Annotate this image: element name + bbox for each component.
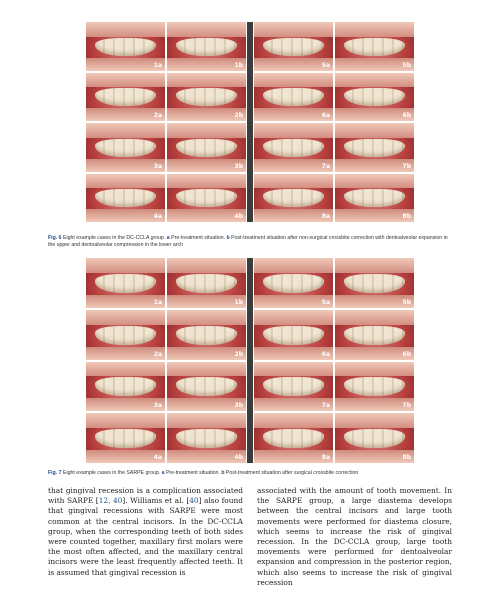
- body-column-right: [257, 486, 452, 588]
- figure-6-intraoral-photo: [335, 22, 414, 71]
- panel-label: 6a: [321, 112, 330, 119]
- figure-6-caption-a: a: [166, 235, 170, 241]
- figure-7-caption: [48, 470, 452, 477]
- figure-6-intraoral-photo: [254, 174, 333, 223]
- figure-7-caption-b: b: [221, 470, 225, 476]
- figure-7-caption-text: Eight example cases in the SARPE group.: [61, 470, 162, 476]
- teeth: [344, 377, 404, 396]
- teeth: [95, 139, 155, 157]
- panel-label: 8a: [321, 454, 330, 461]
- teeth: [344, 38, 404, 56]
- body-text: ] also found that gingival recessions with SARPE were most common at the central incisors. In the DC-CCLA group, when the corresponding teeth of both sides were counted together, maxillary first molars were the most often affected, and the maxillary central incisors were the least frequently affected teeth. It is assumed that gingival recession is: [48, 496, 244, 577]
- panel-label: 8b: [402, 213, 411, 220]
- upper-lip: [254, 73, 333, 88]
- teeth: [95, 377, 155, 396]
- figure-6-divider: [247, 22, 253, 222]
- upper-lip: [86, 123, 165, 138]
- teeth: [263, 429, 323, 448]
- upper-lip: [86, 310, 165, 325]
- figure-6-intraoral-photo: [86, 73, 165, 122]
- figure-7-intraoral-photo: [167, 258, 246, 308]
- panel-label: 3a: [153, 162, 162, 170]
- teeth: [95, 326, 155, 345]
- panel-label: 7b: [402, 162, 411, 170]
- figure-6-caption-text: Eight example cases in the DC-CCLA group.: [61, 235, 167, 241]
- panel-label: 3a: [153, 402, 162, 410]
- teeth: [263, 38, 323, 56]
- upper-lip: [335, 22, 414, 37]
- figure-7-intraoral-photo: [254, 362, 333, 412]
- upper-lip: [335, 258, 414, 273]
- panel-label: 2b: [234, 350, 243, 358]
- teeth: [176, 377, 236, 396]
- upper-lip: [254, 310, 333, 325]
- teeth: [344, 429, 404, 448]
- panel-label: 5b: [402, 61, 411, 69]
- teeth: [263, 139, 323, 157]
- upper-lip: [86, 413, 165, 428]
- upper-lip: [167, 413, 246, 428]
- figure-6-intraoral-photo: [86, 174, 165, 223]
- figure-7-intraoral-photo: [254, 413, 333, 463]
- figure-7-right-panels: [254, 258, 414, 463]
- upper-lip: [167, 362, 246, 377]
- upper-lip: [254, 258, 333, 273]
- panel-label: 6b: [402, 112, 411, 119]
- figure-6-intraoral-photo: [86, 22, 165, 71]
- figure-7-caption-text: Post-treatment situation after surgical crossbite correction: [224, 470, 359, 476]
- upper-lip: [335, 413, 414, 428]
- figure-7-intraoral-photo: [335, 362, 414, 412]
- panel-label: 3b: [234, 402, 243, 410]
- teeth: [263, 377, 323, 396]
- body-text: ]. Williams et al. [: [122, 496, 190, 506]
- upper-lip: [335, 174, 414, 189]
- figure-6-intraoral-photo: [167, 174, 246, 223]
- panel-label: 1b: [234, 61, 243, 69]
- citation-link[interactable]: 40: [189, 496, 199, 506]
- upper-lip: [335, 123, 414, 138]
- figure-7-intraoral-photo: [335, 310, 414, 360]
- figure-6-left-panels: [86, 22, 246, 222]
- figure-7-divider: [247, 258, 253, 463]
- panel-label: 6b: [402, 350, 411, 358]
- upper-lip: [254, 413, 333, 428]
- panel-label: 7a: [321, 162, 330, 170]
- upper-lip: [254, 362, 333, 377]
- upper-lip: [254, 22, 333, 37]
- panel-label: 3b: [234, 162, 243, 170]
- panel-label: 4a: [153, 454, 162, 461]
- body-text: that gingival recession is a complication associated with SARPE [: [48, 486, 243, 506]
- teeth: [344, 139, 404, 157]
- figure-7-intraoral-photo: [86, 413, 165, 463]
- panel-label: 7a: [321, 402, 330, 410]
- panel-label: 4b: [234, 454, 243, 461]
- upper-lip: [86, 362, 165, 377]
- figure-7-intraoral-photo: [86, 310, 165, 360]
- upper-lip: [167, 174, 246, 189]
- figure-7-intraoral-photo: [254, 258, 333, 308]
- teeth: [176, 88, 236, 106]
- panel-label: 8a: [321, 213, 330, 220]
- figure-6-caption-text: Pre-treatment situation.: [169, 235, 227, 241]
- figure-6-label: Fig. 6: [48, 235, 62, 241]
- teeth: [176, 38, 236, 56]
- teeth: [176, 274, 236, 293]
- figure-6-intraoral-photo: [335, 174, 414, 223]
- upper-lip: [167, 22, 246, 37]
- body-column-left: [48, 486, 243, 578]
- figure-6-intraoral-photo: [86, 123, 165, 172]
- citation-link[interactable]: 12, 40: [98, 496, 123, 506]
- panel-label: 2a: [153, 350, 162, 358]
- upper-lip: [86, 258, 165, 273]
- teeth: [344, 274, 404, 293]
- panel-label: 1b: [234, 298, 243, 306]
- figure-7-photo-grid: [86, 258, 414, 463]
- upper-lip: [167, 310, 246, 325]
- teeth: [95, 274, 155, 293]
- teeth: [176, 139, 236, 157]
- figure-6-caption-b: b: [226, 235, 230, 241]
- figure-6-intraoral-photo: [254, 123, 333, 172]
- figure-7-intraoral-photo: [86, 258, 165, 308]
- figure-7-left-panels: [86, 258, 246, 463]
- upper-lip: [86, 22, 165, 37]
- upper-lip: [86, 73, 165, 88]
- figure-6-intraoral-photo: [167, 73, 246, 122]
- teeth: [344, 189, 404, 207]
- figure-6-caption-text: Post-treatment situation after non-surgical crossbite correction with dentoalveolar expansion in the upper and dentoalveolar compression in the lower arch: [48, 235, 448, 248]
- figure-7-label: Fig. 7: [48, 470, 62, 476]
- panel-label: 6a: [321, 350, 330, 358]
- teeth: [176, 429, 236, 448]
- panel-label: 5a: [321, 298, 330, 306]
- figure-7-intraoral-photo: [167, 310, 246, 360]
- panel-label: 4b: [234, 213, 243, 220]
- figure-6-intraoral-photo: [167, 22, 246, 71]
- upper-lip: [167, 258, 246, 273]
- figure-6-intraoral-photo: [254, 22, 333, 71]
- teeth: [263, 189, 323, 207]
- teeth: [176, 326, 236, 345]
- panel-label: 1a: [153, 298, 162, 306]
- upper-lip: [335, 73, 414, 88]
- teeth: [95, 38, 155, 56]
- figure-7-intraoral-photo: [335, 258, 414, 308]
- figure-7-intraoral-photo: [254, 310, 333, 360]
- figure-7-caption-a: a: [161, 470, 165, 476]
- panel-label: 5a: [321, 61, 330, 69]
- upper-lip: [86, 174, 165, 189]
- figure-6-intraoral-photo: [167, 123, 246, 172]
- figure-7-intraoral-photo: [167, 362, 246, 412]
- figure-7-intraoral-photo: [335, 413, 414, 463]
- panel-label: 8b: [402, 454, 411, 461]
- upper-lip: [335, 362, 414, 377]
- figure-7-intraoral-photo: [86, 362, 165, 412]
- upper-lip: [167, 123, 246, 138]
- figure-6-right-panels: [254, 22, 414, 222]
- figure-6-photo-grid: [86, 22, 414, 222]
- teeth: [95, 429, 155, 448]
- panel-label: 7b: [402, 402, 411, 410]
- figure-6-intraoral-photo: [335, 123, 414, 172]
- upper-lip: [167, 73, 246, 88]
- panel-label: 5b: [402, 298, 411, 306]
- teeth: [95, 189, 155, 207]
- figure-7-intraoral-photo: [167, 413, 246, 463]
- teeth: [95, 88, 155, 106]
- panel-label: 1a: [153, 61, 162, 69]
- figure-6-intraoral-photo: [254, 73, 333, 122]
- upper-lip: [254, 123, 333, 138]
- teeth: [344, 326, 404, 345]
- teeth: [263, 326, 323, 345]
- teeth: [263, 274, 323, 293]
- figure-6-intraoral-photo: [335, 73, 414, 122]
- figure-6-caption: [48, 235, 452, 249]
- upper-lip: [335, 310, 414, 325]
- panel-label: 2b: [234, 112, 243, 119]
- body-text: associated with the amount of tooth movement. In the SARPE group, a large diastema develops between the central incisors and large tooth movements were performed for diastema closure, which seems to increase the risk of gingival recession. In the DC-CCLA group, large tooth movements were performed for dentoalveolar expansion and compression in the posterior region, which also seems to increase the risk of gingival recession: [257, 486, 452, 587]
- teeth: [176, 189, 236, 207]
- panel-label: 4a: [153, 213, 162, 220]
- panel-label: 2a: [153, 112, 162, 119]
- figure-7-caption-text: Pre-treatment situation.: [164, 470, 222, 476]
- teeth: [344, 88, 404, 106]
- upper-lip: [254, 174, 333, 189]
- teeth: [263, 88, 323, 106]
